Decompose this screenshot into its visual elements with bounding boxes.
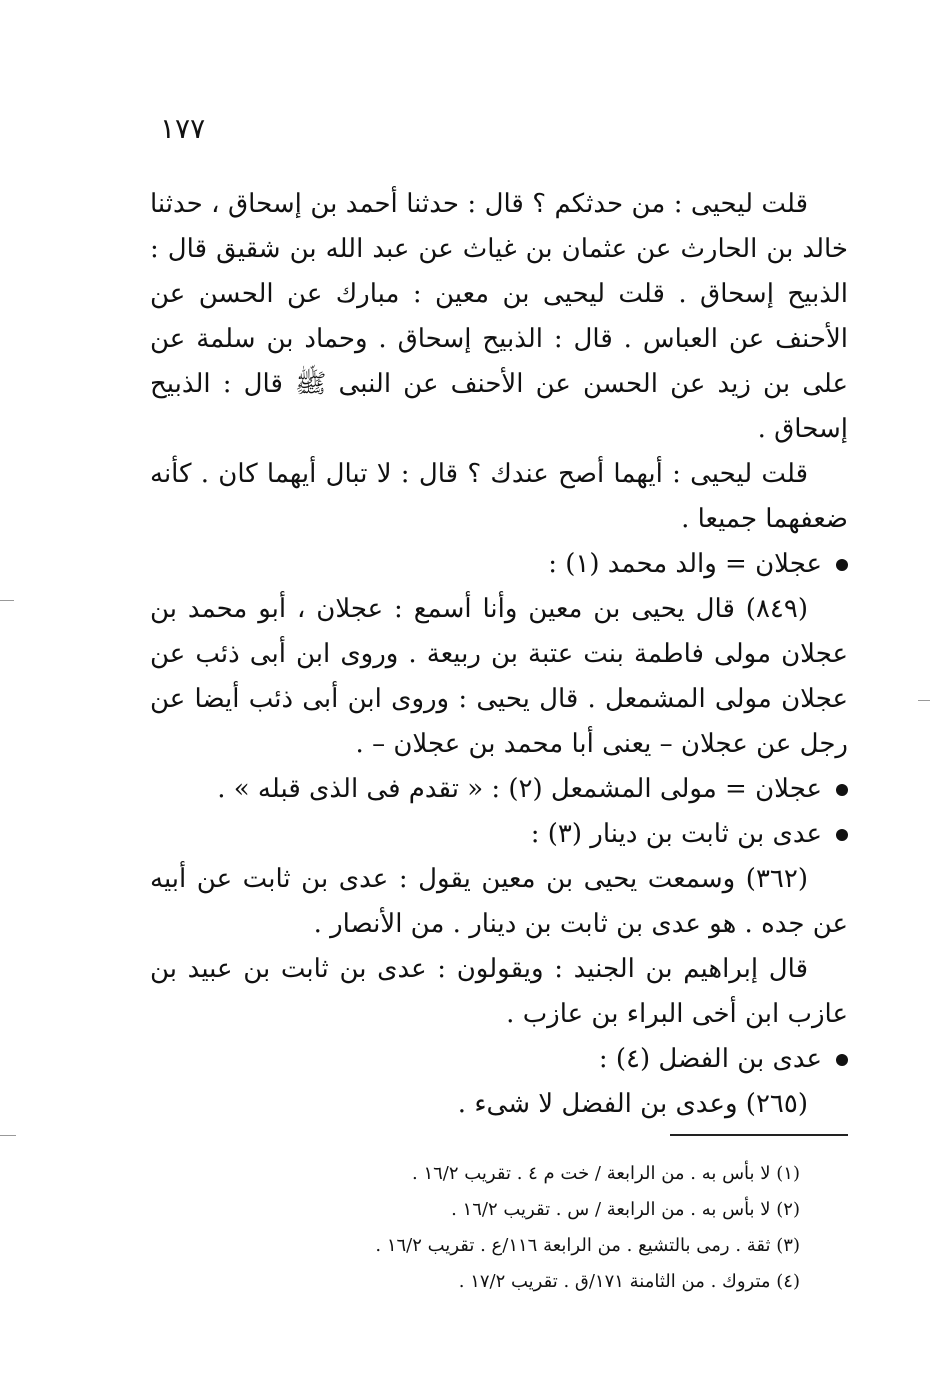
footnote-1: (١) لا بأس به . من الرابعة / خت م ٤ . تقريب ١٦/٢ .: [411, 1163, 800, 1184]
bullet-icon: [836, 559, 848, 571]
page-body: [150, 182, 848, 1127]
entry-heading-1: [150, 542, 848, 587]
entry-heading-2-text: عجلان = مولى المشمعل (٢) : « تقدم فى الذى قبله » .: [217, 774, 822, 804]
bullet-icon: [836, 829, 848, 841]
bullet-icon: [836, 784, 848, 796]
scan-speck: [0, 600, 14, 601]
paragraph-5: قال إبراهيم بن الجنيد : ويقولون : عدى بن ثابت بن عبيد بن عازب ابن أخى البراء بن عازب .: [150, 954, 848, 1029]
bullet-icon: [836, 1054, 848, 1066]
paragraph-2: قلت ليحيى : أيهما أصح عندك ؟ قال : لا تبال أيهما كان . كأنه ضعفهما جميعا .: [150, 459, 848, 534]
paragraph-1: قلت ليحيى : من حدثكم ؟ قال : حدثنا أحمد بن إسحاق ، حدثنا خالد بن الحارث عن عثمان بن غياث عن عبد الله بن شقيق قال : الذبيح إسحاق . قلت ليحيى بن معين : مبارك عن الحسن عن الأحنف عن العباس . قال : الذبيح إسحاق . وحماد بن سلمة عن على بن زيد عن الحسن عن الأحنف عن النبى ﷺ قال : الذبيح إسحاق .: [150, 189, 848, 444]
footnotes: [260, 1156, 800, 1300]
scan-speck: [918, 700, 930, 701]
footnote-2: (٢) لا بأس به . من الرابعة / س . تقريب ١٦/٢ .: [451, 1199, 800, 1220]
page-number: ١٧٧: [160, 112, 206, 145]
paragraph-6: (٢٦٥) وعدى بن الفضل لا شىء .: [457, 1089, 808, 1119]
entry-heading-2: [150, 767, 848, 812]
footnote-divider: [670, 1134, 848, 1136]
entry-heading-4-text: عدى بن الفضل (٤) :: [598, 1044, 822, 1074]
footnote-3: (٣) ثقة . رمى بالتشيع . من الرابعة ١١٦/ع . تقريب ١٦/٢ .: [375, 1235, 800, 1256]
entry-heading-4: [150, 1037, 848, 1082]
entry-heading-1-text: عجلان = والد محمد (١) :: [548, 549, 822, 579]
paragraph-3: (٨٤٩) قال يحيى بن معين وأنا أسمع : عجلان ، أبو محمد بن عجلان مولى فاطمة بنت عتبة بن ربيعة . وروى ابن أبى ذئب عن عجلان مولى المشمعل . قال يحيى : وروى ابن أبى ذئب أيضا عن رجل عن عجلان – يعنى أبا محمد بن عجلان – .: [150, 594, 848, 759]
entry-heading-3-text: عدى بن ثابت بن دينار (٣) :: [530, 819, 822, 849]
entry-heading-3: [150, 812, 848, 857]
footnote-4: (٤) متروك . من الثامنة ١٧١/ق . تقريب ١٧/٢ .: [458, 1271, 800, 1292]
paragraph-4: (٣٦٢) وسمعت يحيى بن معين يقول : عدى بن ثابت عن أبيه عن جده . هو عدى بن ثابت بن دينار . من الأنصار .: [150, 864, 848, 939]
scan-speck: [0, 1135, 16, 1136]
